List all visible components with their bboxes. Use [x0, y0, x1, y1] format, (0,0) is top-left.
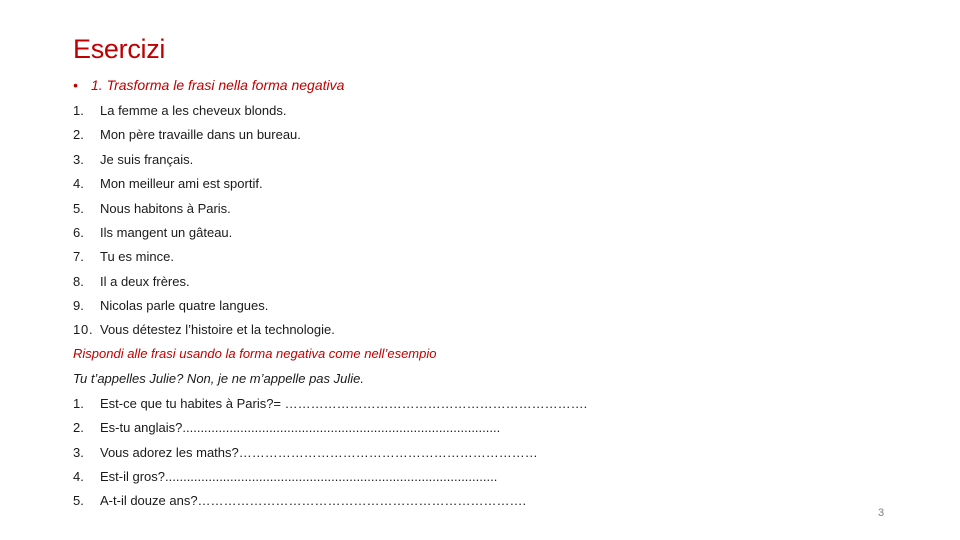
exercise2-item [73, 493, 526, 508]
exercise1-item [73, 201, 231, 216]
exercise1-item [73, 152, 193, 167]
item-number: 7. [73, 249, 84, 264]
exercise1-item [73, 176, 263, 191]
item-text: Nous habitons à Paris. [100, 201, 231, 216]
item-text: Je suis français. [100, 152, 194, 167]
slide-title: Esercizi [73, 34, 166, 64]
item-text: Vous détestez l’histoire et la technologie. [100, 322, 335, 337]
exercise2-item [73, 420, 500, 435]
section-heading [73, 77, 344, 93]
item-text: Il a deux frères. [100, 274, 190, 289]
item-number: 1. [73, 396, 84, 411]
item-text: Ils mangent un gâteau. [100, 225, 233, 240]
exercise1-item [73, 225, 232, 240]
item-number: 1. [73, 103, 84, 118]
item-text: Es-tu anglais?........................................................................................ [100, 420, 501, 435]
item-number: 3. [73, 445, 84, 460]
item-text: Est-il gros?............................................................................................ [100, 469, 498, 484]
item-number: 8. [73, 274, 84, 289]
item-number: 6. [73, 225, 84, 240]
exercise2-item [73, 396, 587, 411]
item-number: 9. [73, 298, 84, 313]
exercise2-instruction: Rispondi alle frasi usando la forma negativa come nell’esempio [73, 346, 437, 361]
exercise1-item [73, 103, 286, 118]
example-sentence: Tu t’appelles Julie? Non, je ne m’appelle pas Julie. [73, 371, 364, 386]
item-text: A-t-il douze ans?…………………………………………………………………. [100, 493, 527, 508]
section-heading-text: 1. Trasforma le frasi nella forma negativa [91, 77, 345, 93]
item-number: 4. [73, 469, 84, 484]
item-text: Est-ce que tu habites à Paris?= ……………………………………………………………. [100, 396, 588, 411]
item-text: Nicolas parle quatre langues. [100, 298, 269, 313]
item-text: La femme a les cheveux blonds. [100, 103, 287, 118]
item-number: 2. [73, 420, 84, 435]
item-number: 10. [73, 322, 94, 337]
exercise1-item [73, 322, 335, 337]
item-number: 5. [73, 201, 84, 216]
page-number: 3 [878, 507, 885, 519]
exercise2-item [73, 469, 497, 484]
item-number: 2. [73, 127, 84, 142]
item-text: Mon meilleur ami est sportif. [100, 176, 263, 191]
item-number: 3. [73, 152, 84, 167]
exercise2-item [73, 445, 538, 460]
exercise1-item [73, 127, 301, 142]
exercise1-item [73, 249, 174, 264]
item-text: Mon père travaille dans un bureau. [100, 127, 301, 142]
exercise1-item [73, 298, 268, 313]
bullet-icon: • [73, 77, 78, 93]
item-text: Vous adorez les maths?…………………………………………………………… [100, 445, 538, 460]
exercise1-item [73, 274, 190, 289]
item-number: 5. [73, 493, 84, 508]
item-text: Tu es mince. [100, 249, 174, 264]
item-number: 4. [73, 176, 84, 191]
